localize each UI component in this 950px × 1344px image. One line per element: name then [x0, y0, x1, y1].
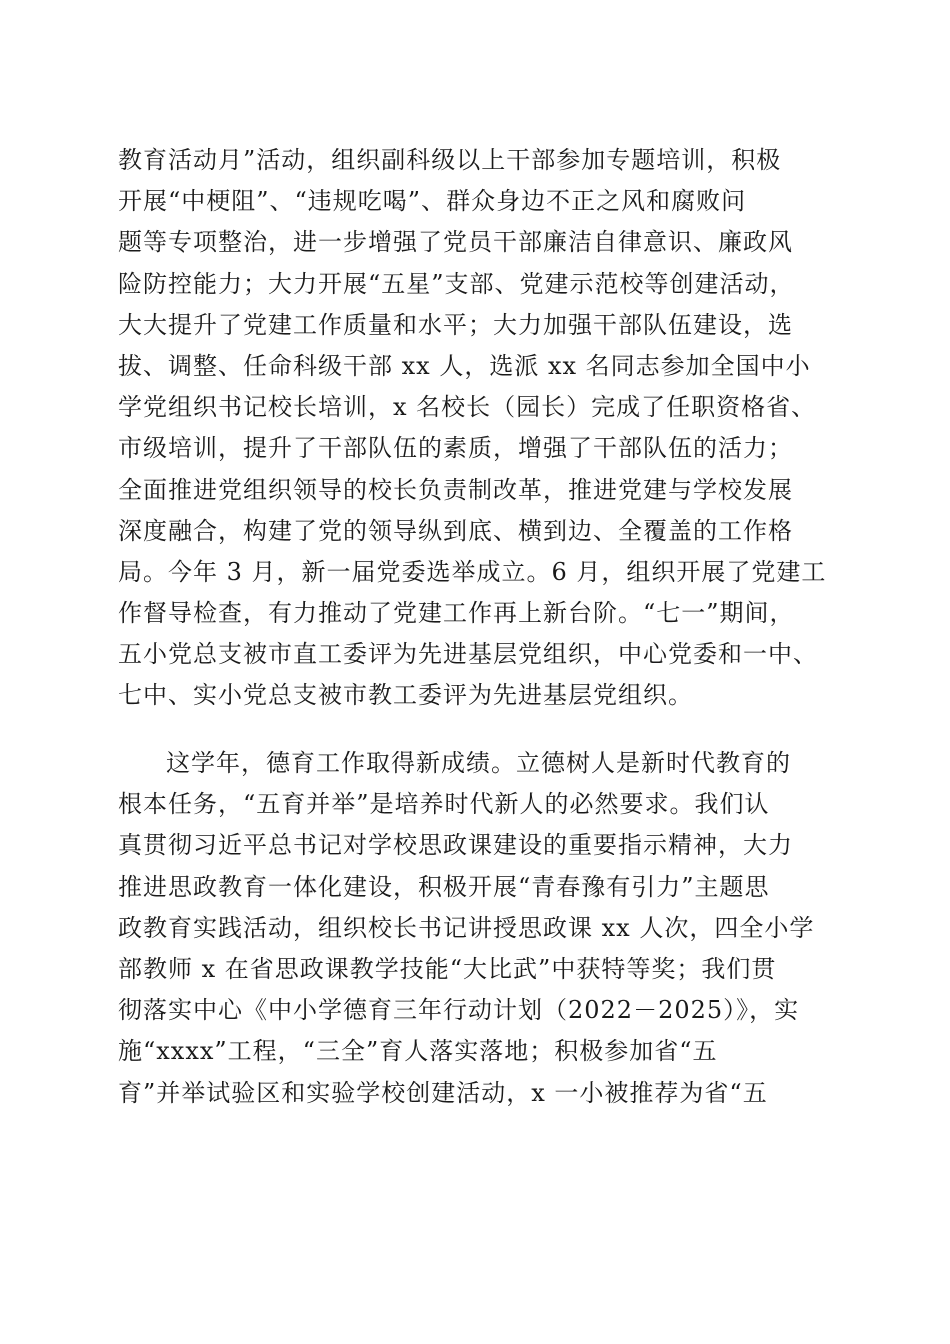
text-line: 题等专项整治，进一步增强了党员干部廉洁自律意识、廉政风 [118, 228, 793, 257]
text-line: 大大提升了党建工作质量和水平；大力加强干部队伍建设，选 [118, 310, 793, 339]
text-line: 险防控能力；大力开展“五星”支部、党建示范校等创建活动， [118, 269, 795, 298]
text-line: 推进思政教育一体化建设，积极开展“青春豫有引力”主题思 [118, 872, 770, 901]
text-line: 深度融合，构建了党的领导纵到底、横到边、全覆盖的工作格 [118, 516, 793, 545]
text-line: 教育活动月”活动，组织副科级以上干部参加专题培训，积极 [118, 146, 782, 174]
text-line: 开展“中梗阻”、“违规吃喝”、群众身边不正之风和腐败问 [118, 187, 747, 216]
text-line: 彻落实中心《中小学德育三年行动计划（2022－2025）》，实 [118, 996, 800, 1025]
paragraph-moral-education [118, 743, 830, 1114]
text-line: 学党组织书记校长培训，x 名校长（园长）完成了任职资格省、 [118, 393, 817, 422]
text-line: 拔、调整、任命科级干部 xx 人，选派 xx 名同志参加全国中小 [118, 351, 811, 380]
text-line: 市级培训，提升了干部队伍的素质，增强了干部队伍的活力； [118, 434, 793, 463]
text-line: 这学年，德育工作取得新成绩。立德树人是新时代教育的 [166, 749, 791, 777]
text-line: 作督导检查，有力推动了党建工作再上新台阶。“七一”期间， [118, 599, 795, 628]
text-line: 部教师 x 在省思政课教学技能“大比武”中获特等奖；我们贯 [118, 954, 777, 983]
text-line: 全面推进党组织领导的校长负责制改革，推进党建与学校发展 [118, 475, 793, 504]
text-line: 根本任务，“五育并举”是培养时代新人的必然要求。我们认 [118, 790, 770, 819]
text-line: 真贯彻习近平总书记对学校思政课建设的重要指示精神，大力 [118, 831, 793, 860]
text-line: 五小党总支被市直工委评为先进基层党组织，中心党委和一中、 [118, 640, 818, 669]
text-line: 政教育实践活动，组织校长书记讲授思政课 xx 人次，四全小学 [118, 913, 815, 942]
text-line: 育”并举试验区和实验学校创建活动，x 一小被推荐为省“五 [118, 1078, 768, 1107]
text-line: 施“xxxx”工程，“三全”育人落实落地；积极参加省“五 [118, 1037, 718, 1066]
text-line: 七中、实小党总支被市教工委评为先进基层党组织。 [118, 681, 693, 710]
text-line: 局。今年 3 月，新一届党委选举成立。6 月，组织开展了党建工 [118, 557, 827, 586]
paragraph-party-building [118, 140, 830, 717]
